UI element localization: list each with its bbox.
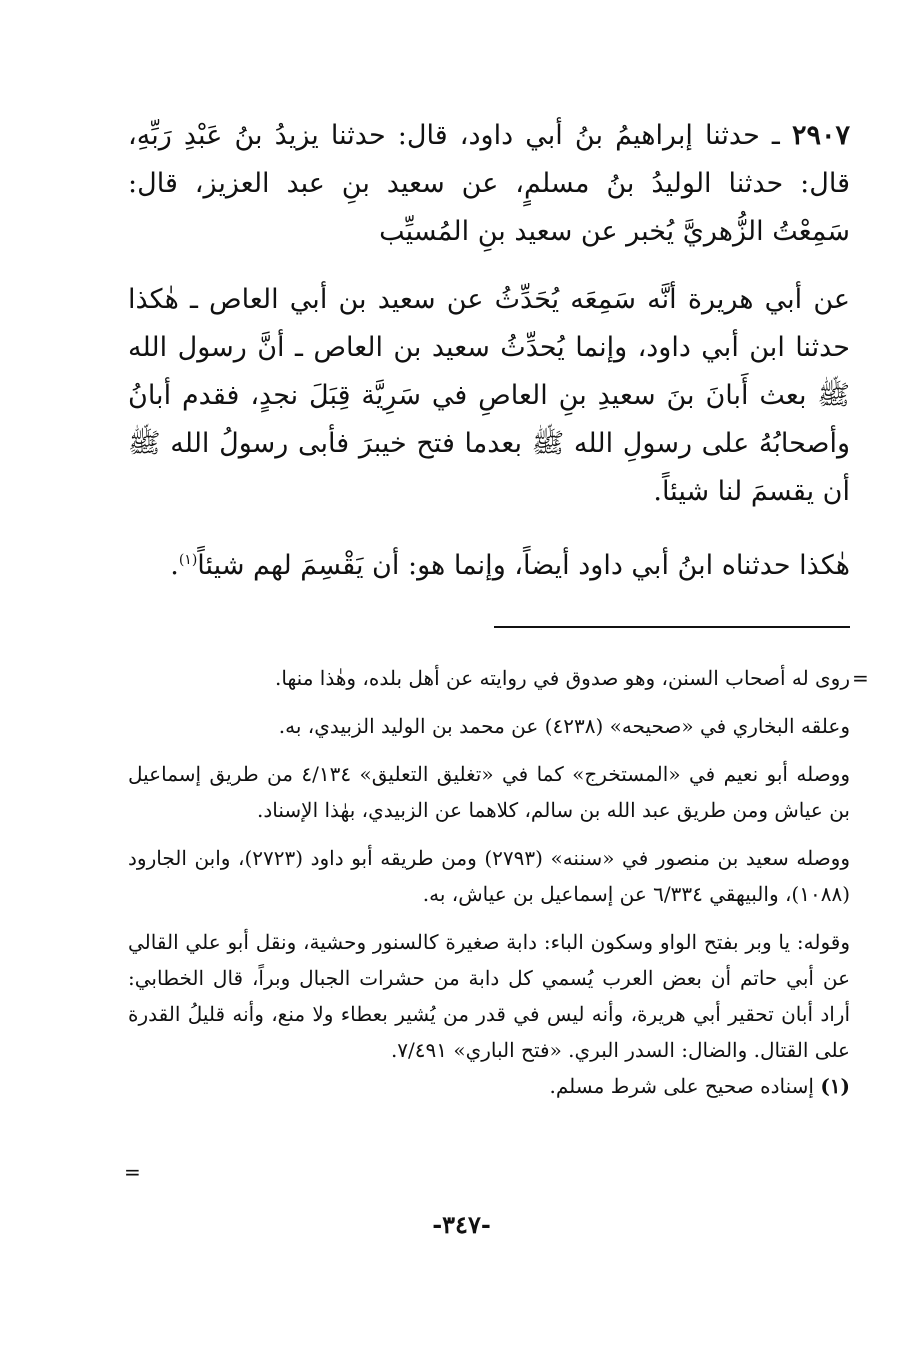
footnote-paragraph: ووصله سعيد بن منصور في «سننه» (٢٧٩٣) ومن طريقه أبو داود (٢٧٢٣)، وابن الجارود (١٠٨٨)، والبيهقي ٦/٣٣٤ عن إسماعيل بن عياش، به. bbox=[128, 846, 850, 906]
footnote-1-number: (١) bbox=[820, 1074, 850, 1098]
footnote-paragraph: ووصله أبو نعيم في «المستخرج» كما في «تغليق التعليق» ٤/١٣٤ من طريق إسماعيل بن عياش ومن طريق عبد الله بن سالم، كلاهما عن الزبيدي، بهٰذا الإسناد. bbox=[128, 762, 851, 822]
continuation-mark-bottom: = bbox=[124, 1160, 141, 1184]
comment-text: هٰكذا حدثناه ابنُ أبي داود أيضاً، وإنما هو: أن يَقْسِمَ لهم شيئاً bbox=[197, 550, 850, 581]
footnote-paragraph: وعلقه البخاري في «صحيحه» (٤٢٣٨) عن محمد بن الوليد الزبيدي، به. bbox=[278, 714, 850, 738]
footnote-divider bbox=[494, 626, 850, 628]
footnote-paragraph: روى له أصحاب السنن، وهو صدوق في روايته عن أهل بلده، وهٰذا منها. bbox=[275, 666, 850, 690]
hadith-number: ٢٩٠٧ bbox=[791, 120, 850, 151]
continuation-mark-top: = bbox=[852, 666, 869, 690]
matn-paragraph: عن أبي هريرة أنَّه سَمِعَه يُحَدِّثُ عن سعيد بن أبي العاص ـ هٰكذا حدثنا ابن أبي داود، وإنما يُحدِّثُ سعيد بن العاص ـ أنَّ رسول الله ﷺ بعث أَبانَ بنَ سعيدِ بنِ العاصِ في سَرِيَّة قِبَلَ نجدٍ، فقدم أبانُ وأصحابُهُ على رسولِ الله ﷺ بعدما فتح خيبرَ فأبى رسولُ الله ﷺ أن يقسمَ لنا شيئاً. bbox=[128, 284, 850, 507]
page-number: -٣٤٧- bbox=[432, 1210, 491, 1239]
isnad-text: ـ حدثنا إبراهيمُ بنُ أبي داود، قال: حدثنا يزيدُ بنُ عَبْدِ رَبِّهِ، قال: حدثنا الوليدُ بنُ مسلمٍ، عن سعيد بنِ عبد العزيز، قال: سَمِعْتُ الزُّهريَّ يُخبر عن سعيد بنِ المُسيِّب bbox=[128, 120, 850, 247]
isnad-paragraph bbox=[128, 112, 850, 256]
footnote-1-text: إسناده صحيح على شرط مسلم. bbox=[549, 1074, 821, 1098]
hadith-text bbox=[128, 112, 850, 610]
comment-paragraph: هٰكذا حدثناه ابنُ أبي داود أيضاً، وإنما هو: أن يَقْسِمَ لهم شيئاً$^{(١)}$. bbox=[170, 550, 850, 581]
footnote-paragraph: وقوله: يا وبر بفتح الواو وسكون الباء: دابة صغيرة كالسنور وحشية، ونقل أبو علي القالي عن أبي حاتم أن بعض العرب يُسمي كل دابة من حشرات الجبال وبراً، قال الخطابي: أراد أبان تحقير أبي هريرة، وأنه ليس في قدر من يُشير بعطاء ولا منع، وأنه قليلُ القدرة على القتال. والضال: السدر البري. «فتح الباري» ٧/٤٩١. bbox=[128, 930, 850, 1062]
footnotes bbox=[128, 660, 850, 1116]
footnote-1 bbox=[128, 1068, 850, 1104]
footnote-ref: (١) bbox=[178, 552, 198, 568]
